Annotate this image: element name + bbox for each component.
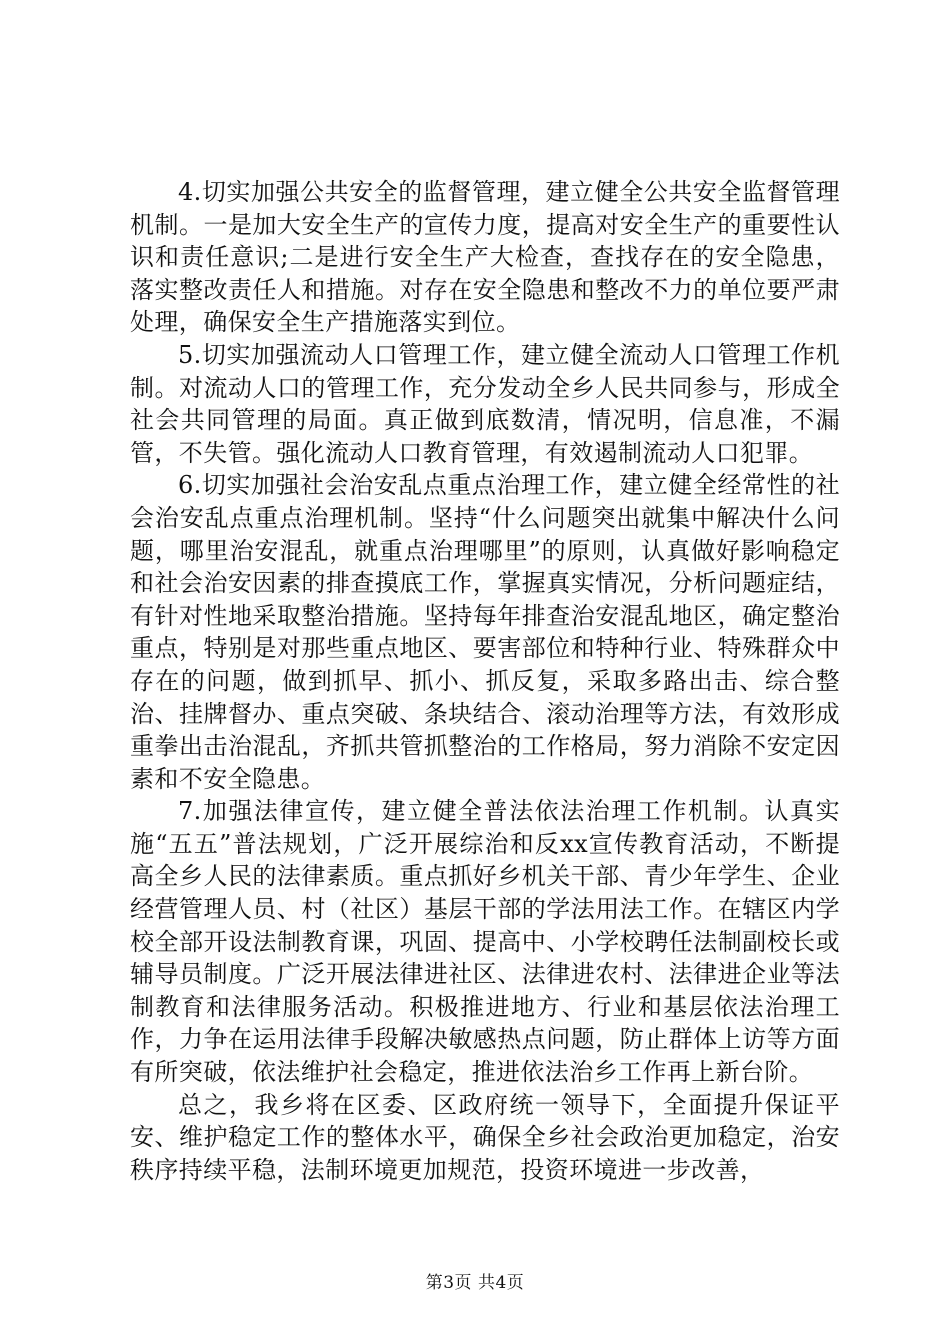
paragraph-item-5: 5.切实加强流动人口管理工作，建立健全流动人口管理工作机制。对流动人口的管理工作，充分发动全乡人民共同参与，形成全社会共同管理的局面。真正做到底数清，情况明，信息准，不漏管，不失管。强化流动人口教育管理，有效遏制流动人口犯罪。 [130, 340, 840, 467]
paragraph-item-6: 6.切实加强社会治安乱点重点治理工作，建立健全经常性的社会治安乱点重点治理机制。坚持“什么问题突出就集中解决什么问题，哪里治安混乱，就重点治理哪里”的原则，认真做好影响稳定和社会治安因素的排查摸底工作，掌握真实情况，分析问题症结，有针对性地采取整治措施。坚持每年排查治安混乱地区，确定整治重点，特别是对那些重点地区、要害部位和特种行业、特殊群众中存在的问题，做到抓早、抓小、抓反复，采取多路出击、综合整治、挂牌督办、重点突破、条块结合、滚动治理等方法，有效形成重拳出击治混乱，齐抓共管抓整治的工作格局，努力消除不安定因素和不安全隐患。 [130, 471, 840, 793]
paragraph-summary: 总之，我乡将在区委、区政府统一领导下，全面提升保证平安、维护稳定工作的整体水平，确保全乡社会政治更加稳定，治安秩序持续平稳，法制环境更加规范，投资环境进一步改善， [130, 1090, 840, 1184]
page-number-footer: 第3页 共4页 [425, 1273, 525, 1293]
document-body [130, 176, 840, 1186]
paragraph-item-4: 4.切实加强公共安全的监督管理，建立健全公共安全监督管理机制。一是加大安全生产的宣传力度，提高对安全生产的重要性认识和责任意识;二是进行安全生产大检查，查找存在的安全隐患，落实整改责任人和措施。对存在安全隐患和整改不力的单位要严肃处理，确保安全生产措施落实到位。 [130, 178, 840, 337]
paragraph-item-7: 7.加强法律宣传，建立健全普法依法治理工作机制。认真实施“五五”普法规划，广泛开展综治和反xx宣传教育活动，不断提高全乡人民的法律素质。重点抓好乡机关干部、青少年学生、企业经营管理人员、村（社区）基层干部的学法用法工作。在辖区内学校全部开设法制教育课，巩固、提高中、小学校聘任法制副校长或辅导员制度。广泛开展法律进社区、法律进农村、法律进企业等法制教育和法律服务活动。积极推进地方、行业和基层依法治理工作，力争在运用法律手段解决敏感热点问题，防止群体上访等方面有所突破，依法维护社会稳定，推进依法治乡工作再上新台阶。 [130, 797, 840, 1087]
